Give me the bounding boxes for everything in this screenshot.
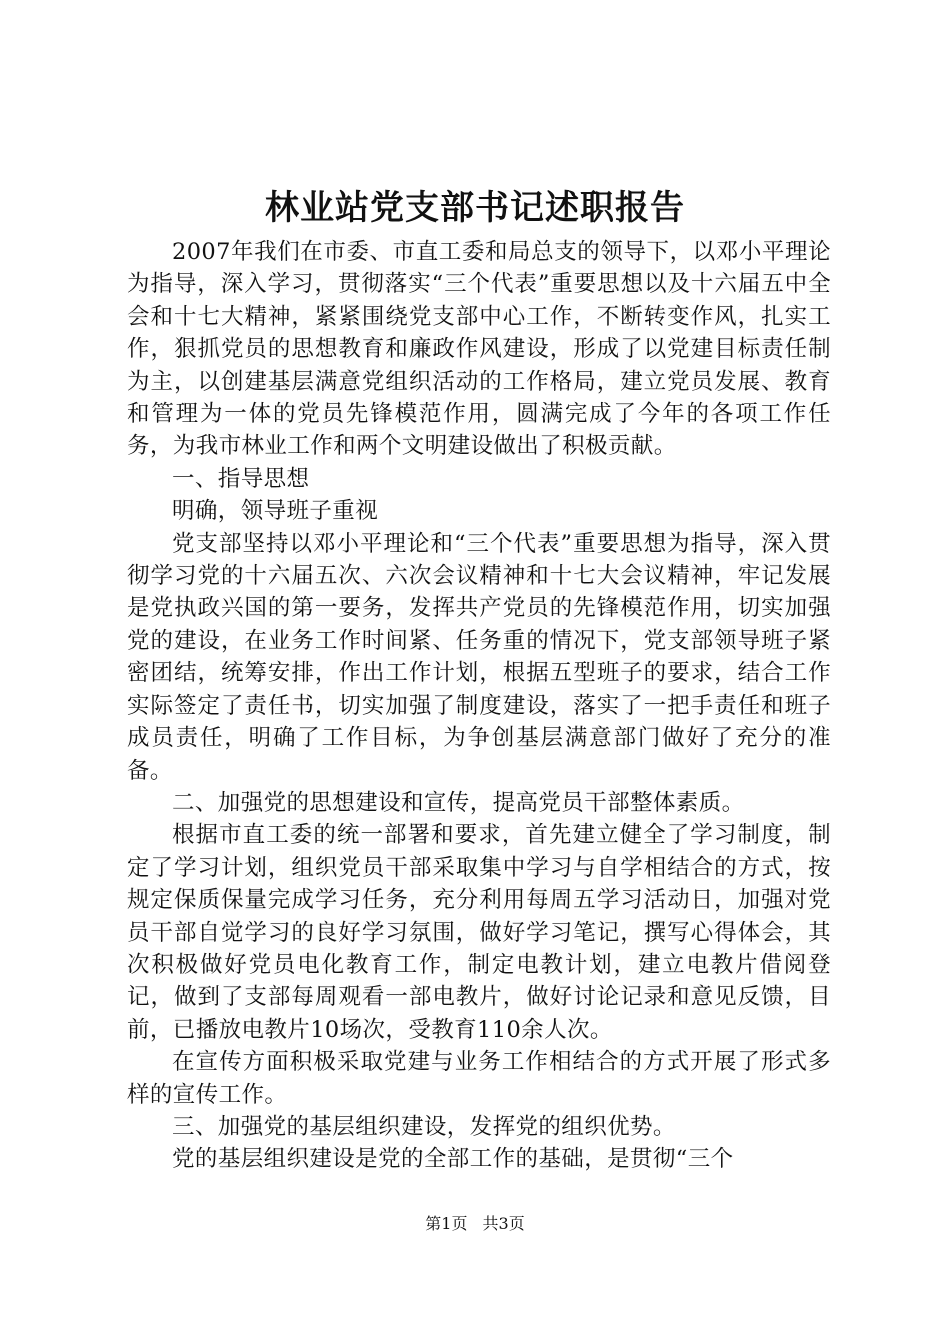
section-heading-3: 三、加强党的基层组织建设，发挥党的组织优势。 [172, 1113, 676, 1140]
page-footer [0, 1213, 950, 1235]
paragraph-intro: 2007年我们在市委、市直工委和局总支的领导下，以邓小平理论为指导，深入学习，贯彻落实“三个代表”重要思想以及十六届五中全会和十七大精神，紧紧围绕党支部中心工作，不断转变作风，扎实工作，狠抓党员的思想教育和廉政作风建设，形成了以党建目标责任制为主，以创建基层满意党组织活动的工作格局，建立党员发展、教育和管理为一体的党员先锋模范作用，圆满完成了今年的各项工作任务，为我市林业工作和两个文明建设做出了积极贡献。 [127, 239, 831, 460]
page-number: 第1页 [425, 1214, 468, 1233]
section-heading-1: 一、指导思想 [172, 465, 310, 492]
paragraph-2: 根据市直工委的统一部署和要求，首先建立健全了学习制度，制定了学习计划，组织党员干部采取集中学习与自学相结合的方式，按规定保质保量完成学习任务，充分利用每周五学习活动日，加强对党员干部自觉学习的良好学习氛围，做好学习笔记，撰写心得体会，其次积极做好党员电化教育工作，制定电教计划，建立电教片借阅登记，做到了支部每周观看一部电教片，做好讨论记录和意见反馈，目前，已播放电教片10场次，受教育110余人次。 [127, 822, 831, 1043]
paragraph-3: 在宣传方面积极采取党建与业务工作相结合的方式开展了形式多样的宣传工作。 [127, 1049, 831, 1108]
paragraph-1: 党支部坚持以邓小平理论和“三个代表”重要思想为指导，深入贯彻学习党的十六届五次、六次会议精神和十七大会议精神，牢记发展是党执政兴国的第一要务，发挥共产党员的先锋模范作用，切实加强党的建设，在业务工作时间紧、任务重的情况下，党支部领导班子紧密团结，统筹安排，作出工作计划，根据五型班子的要求，结合工作实际签定了责任书，切实加强了制度建设，落实了一把手责任和班子成员责任，明确了工作目标，为争创基层满意部门做好了充分的准备。 [127, 530, 831, 784]
page-total: 共3页 [482, 1214, 525, 1233]
section-heading-2: 二、加强党的思想建设和宣传，提高党员干部整体素质。 [172, 789, 745, 816]
subheading-1: 明确，领导班子重视 [172, 498, 379, 525]
document-title: 林业站党支部书记述职报告 [265, 188, 685, 228]
paragraph-4: 党的基层组织建设是党的全部工作的基础，是贯彻“三个 [172, 1146, 734, 1173]
document-body [127, 236, 831, 1176]
